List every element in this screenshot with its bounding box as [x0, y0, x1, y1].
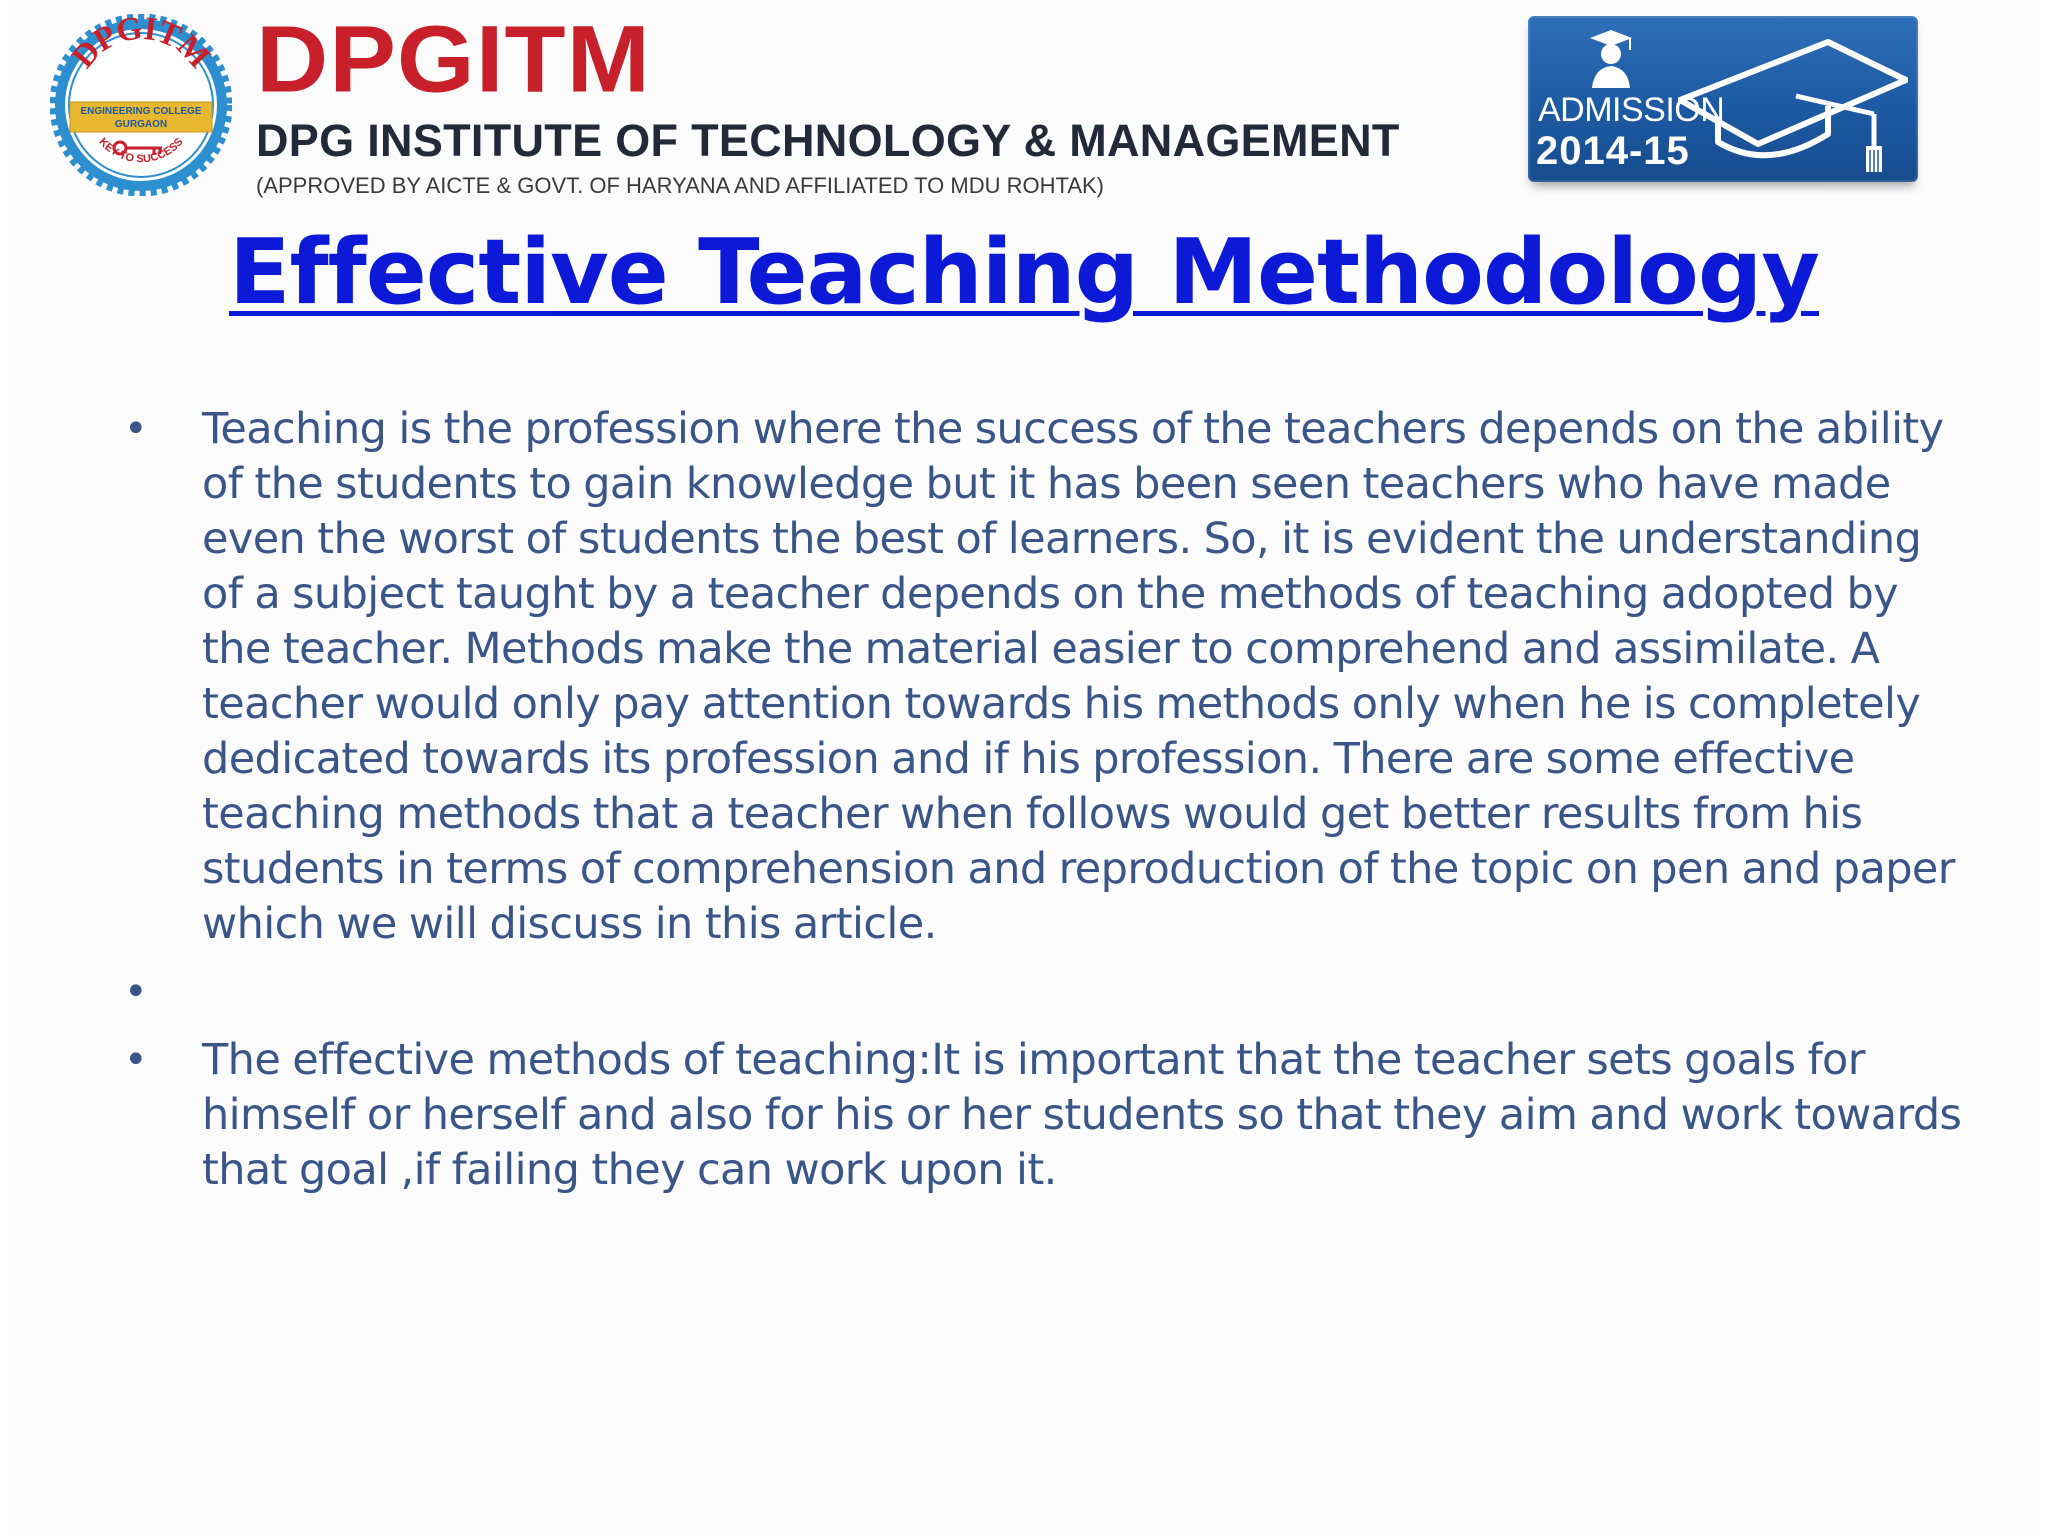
seal-motto: KEY TO SUCCESS	[96, 135, 186, 166]
seal-top-text: DPGITM	[65, 14, 217, 75]
bullet-item: • The effective methods of teaching:It is important that the teacher sets goals for himself or herself and also for his or her students so that they aim and work towards that goal ,if failing they can work upon it.	[122, 1033, 1962, 1198]
bullet-item: • Teaching is the profession where the success of the teachers depends on the ability of the students to gain knowledge but it has been seen teachers who have made even the worst of students the best of learners. So, it is evident the understanding of a subject taught by a teacher depends on the methods of teaching adopted by the teacher. Methods make the material easier to comprehend and assimilate. A teacher would only pay attention towards his methods only when he is completely dedicated towards its profession and if his profession. There are some effective teaching methods that a teacher when follows would get better results from his students in terms of comprehension and reproduction of the topic on pen and paper which we will discuss in this article.	[122, 402, 1962, 952]
admission-badge	[1528, 16, 1918, 182]
admission-year: 2014-15	[1536, 129, 1690, 173]
admission-label: ADMISSION	[1538, 91, 1725, 129]
seal-band-line2: GURGAON	[114, 119, 168, 130]
brand-name: DPGITM	[256, 6, 651, 113]
brand-full-name: DPG INSTITUTE OF TECHNOLOGY & MANAGEMENT	[256, 115, 1400, 166]
slide-title: Effective Teaching Methodology	[229, 220, 1819, 325]
graduate-figure-icon	[1586, 28, 1636, 88]
college-seal-icon	[50, 14, 232, 196]
bullet-list	[122, 402, 1962, 1198]
bullet-item-empty	[122, 965, 1962, 1020]
brand-approval-text: (APPROVED BY AICTE & GOVT. OF HARYANA AND AFFILIATED TO MDU ROHTAK)	[256, 173, 1104, 198]
seal-band-line1: ENGINEERING COLLEGE	[80, 106, 202, 117]
